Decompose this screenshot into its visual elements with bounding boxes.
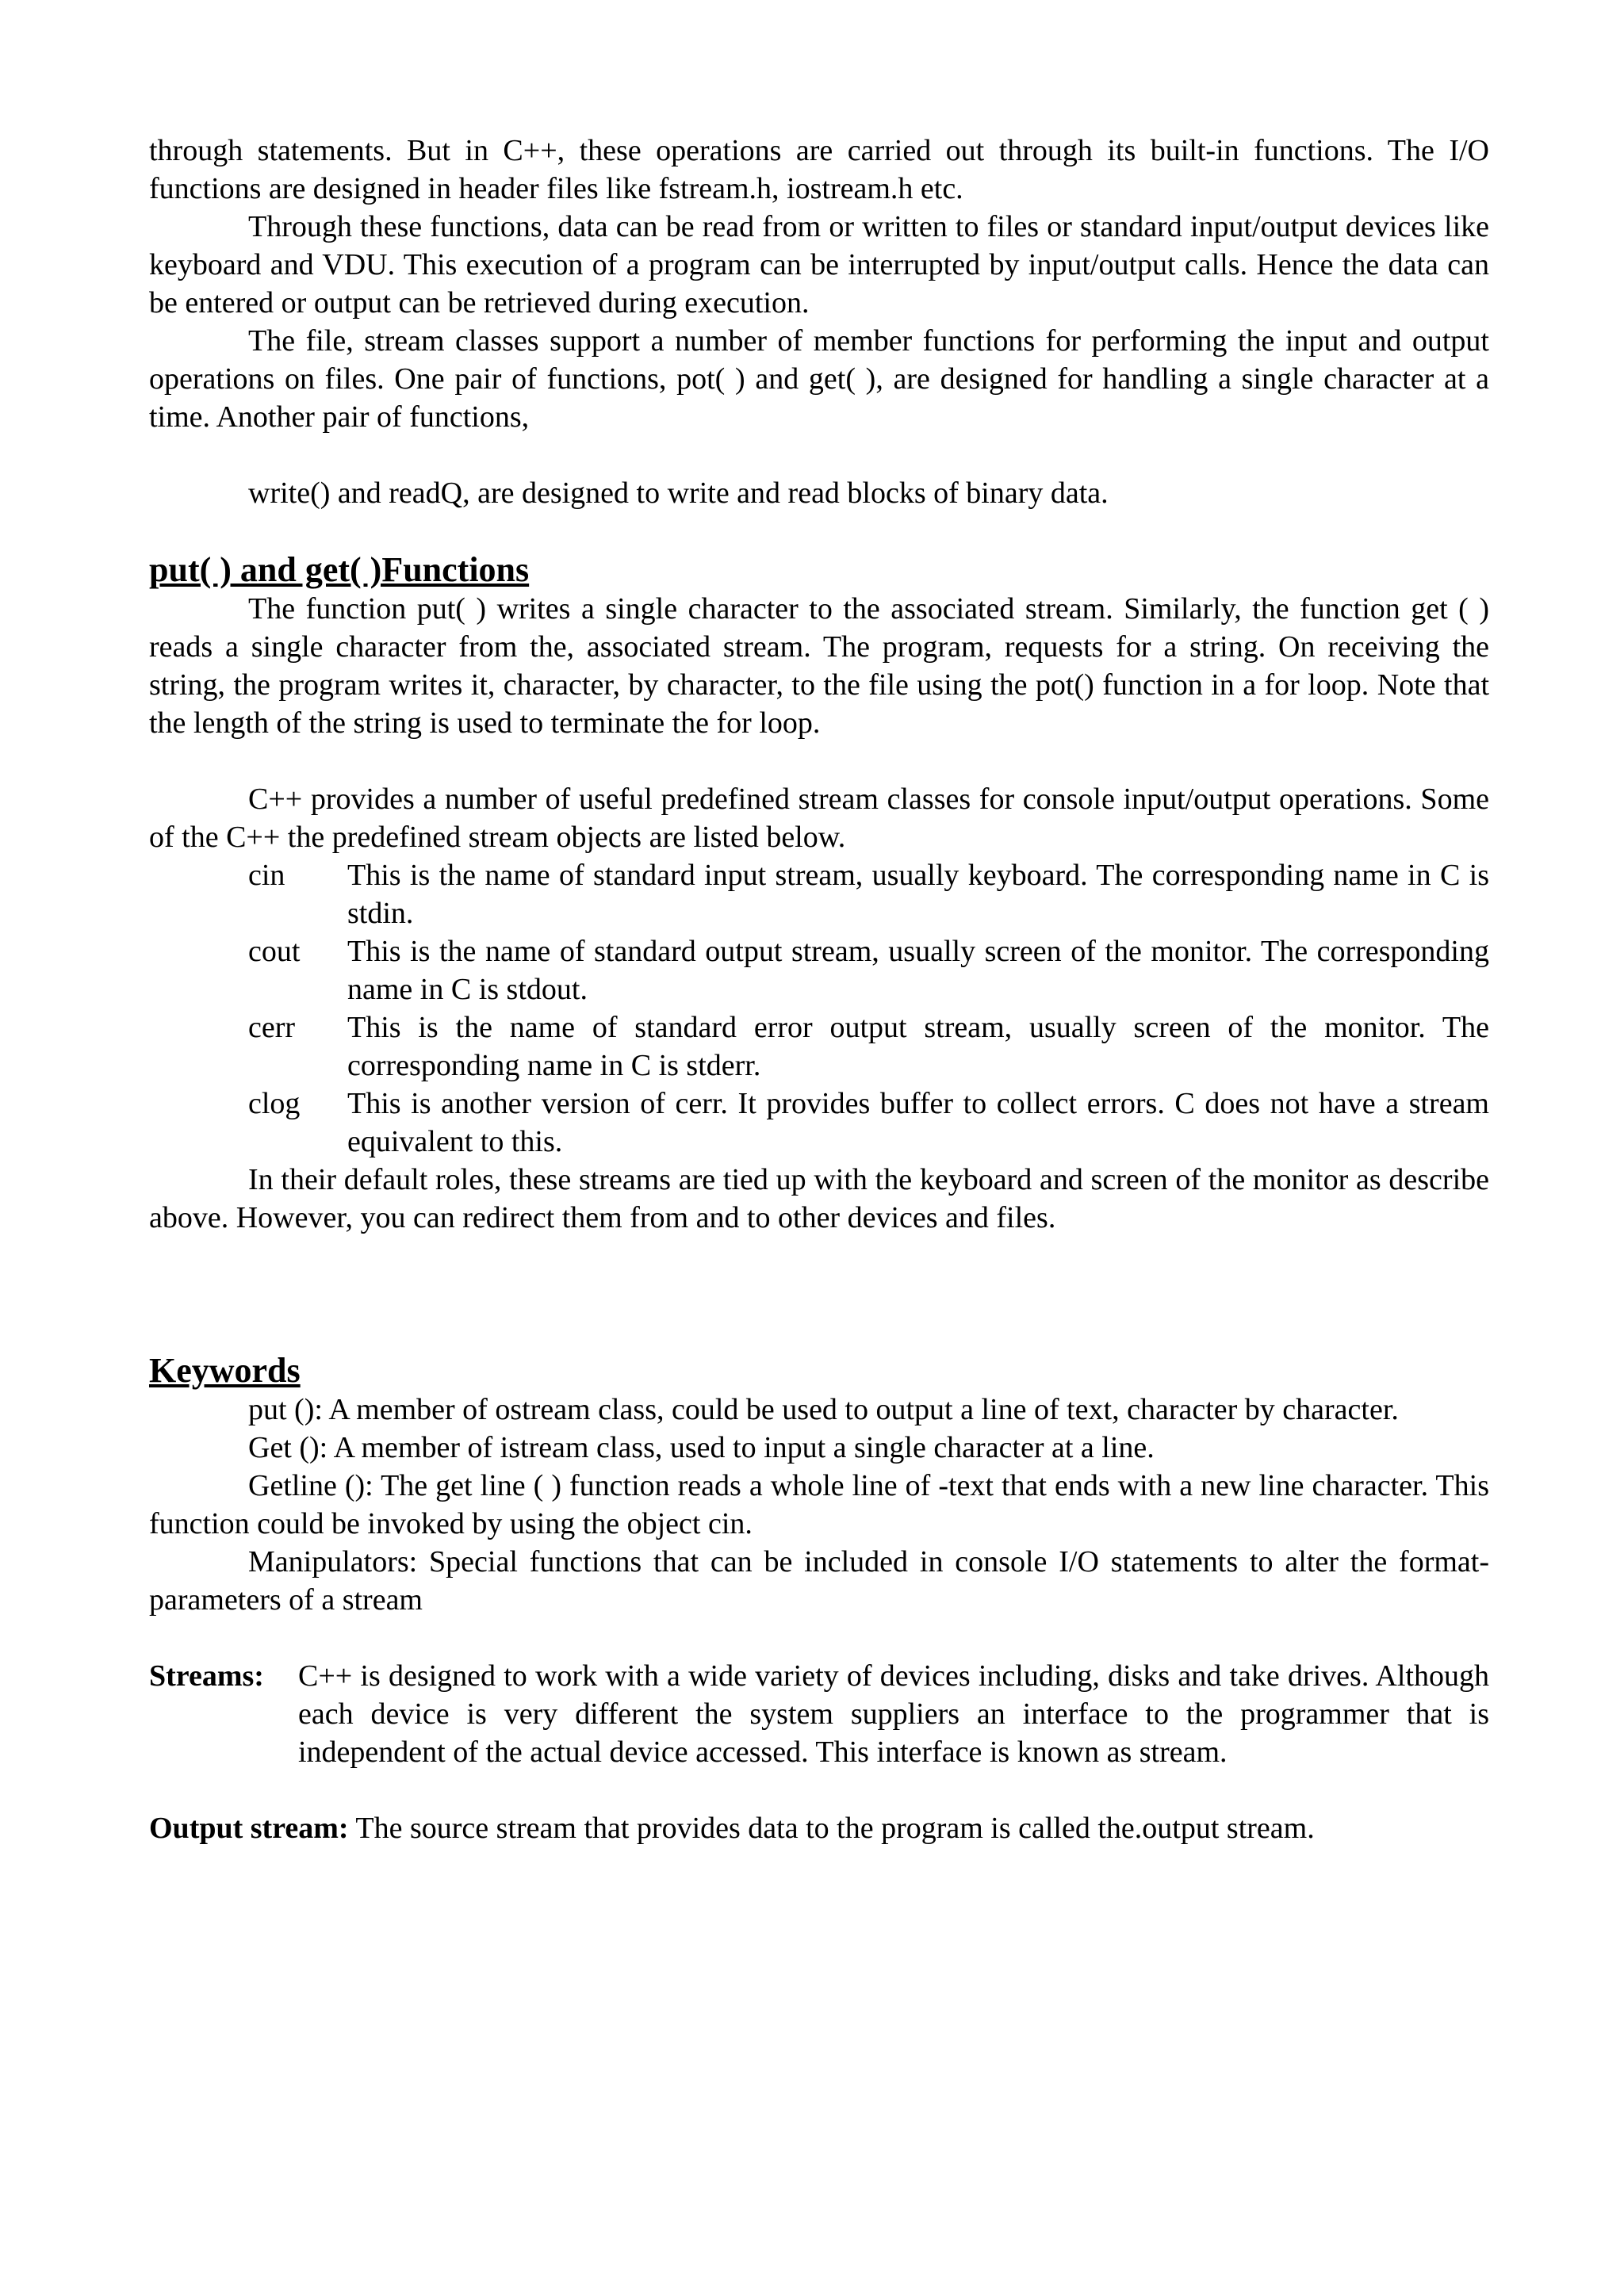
stream-object-list [149,856,1489,1161]
stream-item-cout [149,932,1489,1008]
stream-item-clog [149,1085,1489,1161]
stream-description: This is the name of standard error output stream, usually screen of the monitor. The corresponding name in C is stderr. [347,1011,1489,1082]
keywords-heading: Keywords [149,1351,301,1390]
stream-item-cin [149,856,1489,932]
put-get-paragraph-1: The function put( ) writes a single character to the associated stream. Similarly, the function get ( ) reads a single character from the, associated stream. The program, requests for a string. On receiving the string, the program writes it, character, by character, to the file using the pot() function in a for loop. Note that the length of the string is used to terminate the for loop. [149,592,1489,740]
keyword-get: Get (): A member of istream class, used to input a single character at a line. [248,1431,1155,1464]
intro-paragraph-3: The file, stream classes support a number of member functions for performing the input and output operations on files. One pair of functions, pot( ) and get( ), are designed for handling a single character at a time. Another pair of functions, [149,324,1489,434]
output-stream-definition [149,1809,1489,1847]
intro-paragraph-2: Through these functions, data can be read from or written to files or standard input/output devices like keyboard and VDU. This execution of a program can be interrupted by input/output calls. Hence the data can be entered or output can be retrieved during execution. [149,210,1489,320]
streams-definition [149,1657,1489,1771]
default-roles-paragraph: In their default roles, these streams are tied up with the keyboard and screen of the monitor as describe above. However, you can redirect them from and to other devices and files. [149,1163,1489,1234]
document-page [149,132,1489,1847]
keyword-manipulators: Manipulators: Special functions that can be included in console I/O statements to alter the format-parameters of a stream [149,1545,1489,1617]
predefined-streams-intro: C++ provides a number of useful predefined stream classes for console input/output operations. Some of the C++ the predefined stream objects are listed below. [149,783,1489,854]
streams-term: Streams: [149,1659,264,1693]
intro-paragraph-4: write() and readQ, are designed to write and read blocks of binary data. [248,476,1109,510]
stream-description: This is the name of standard input stream, usually keyboard. The corresponding name in C is stdin. [347,859,1489,930]
stream-description: This is the name of standard output stream, usually screen of the monitor. The corresponding name in C is stdout. [347,935,1489,1006]
stream-description: This is another version of cerr. It provides buffer to collect errors. C does not have a stream equivalent to this. [347,1087,1489,1158]
output-stream-definition-text: The source stream that provides data to the program is called the.output stream. [355,1812,1315,1845]
stream-name: cout [248,935,301,968]
intro-paragraph-1: through statements. But in C++, these operations are carried out through its built-in functions. The I/O functions are designed in header files like fstream.h, iostream.h etc. [149,134,1489,205]
keyword-getline: Getline (): The get line ( ) function reads a whole line of -text that ends with a new line character. This function could be invoked by using the object cin. [149,1469,1489,1540]
stream-name: cin [248,859,285,892]
put-get-heading: put( ) and get( )Functions [149,550,530,589]
keyword-put: put (): A member of ostream class, could be used to output a line of text, character by character. [248,1393,1399,1426]
section-spacer [149,1237,1489,1351]
stream-item-cerr [149,1008,1489,1085]
streams-definition-text: C++ is designed to work with a wide variety of devices including, disks and take drives. Although each device is very different the system suppliers an interface to the programmer that is independent of the actual device accessed. This interface is known as stream. [298,1659,1489,1769]
stream-name: cerr [248,1011,296,1044]
output-stream-term: Output stream: [149,1812,349,1845]
stream-name: clog [248,1087,301,1120]
